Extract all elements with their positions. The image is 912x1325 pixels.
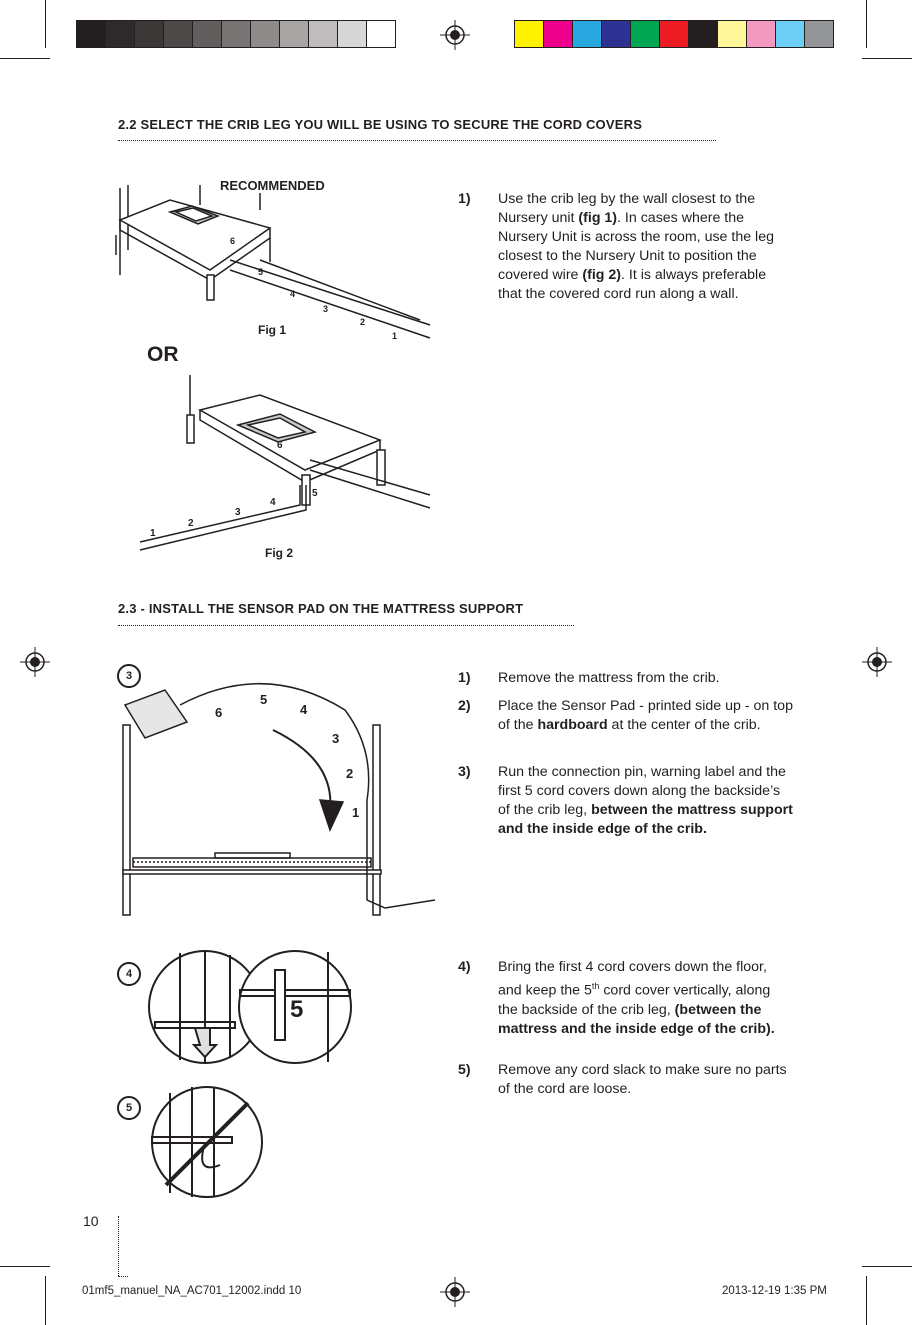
fig-number: 1 — [392, 331, 398, 341]
step-2-3-5 — [458, 1061, 793, 1099]
recommended-label: RECOMMENDED — [220, 178, 325, 193]
fig-number: 2 — [188, 518, 194, 529]
color-swatch — [250, 20, 280, 48]
color-swatch — [221, 20, 251, 48]
fig-number: 5 — [258, 267, 264, 277]
color-swatch — [775, 20, 805, 48]
step-badge-3: 3 — [117, 664, 141, 688]
crop-mark — [862, 1266, 912, 1267]
color-swatch — [76, 20, 106, 48]
section-divider — [118, 140, 716, 141]
step-text: Bring the first 4 cord covers down the floor, and keep the 5th cord cover vertically, along the backside of the crib leg, (between the mattress and the inside edge of the crib). — [498, 959, 775, 1037]
step-2-3-3 — [458, 763, 793, 839]
crib-fig2-illustration — [130, 370, 430, 550]
section-2-2-title: 2.2 SELECT THE CRIB LEG YOU WILL BE USING TO SECURE THE CORD COVERS — [118, 117, 643, 132]
cord-cover-number: 6 — [215, 705, 223, 720]
folio-dotted-line — [118, 1276, 128, 1277]
color-swatch — [105, 20, 135, 48]
fig-number: 1 — [150, 528, 156, 539]
step-text: Place the Sensor Pad - printed side up - on top of the hardboard at the center of the crib. — [498, 698, 793, 733]
color-swatch — [308, 20, 338, 48]
step-number: 1) — [458, 670, 471, 686]
registration-mark-icon — [440, 1277, 470, 1307]
crop-mark — [866, 0, 867, 48]
prohibited-slack-illustration — [150, 1085, 270, 1200]
step-text: Remove any cord slack to make sure no parts of the cord are loose. — [498, 1062, 787, 1097]
crib-cord-routing-illustration — [115, 660, 445, 925]
fig-number: 6 — [230, 236, 236, 246]
color-swatch — [134, 20, 164, 48]
step-number: 3) — [458, 764, 471, 780]
fig-number: 5 — [312, 488, 318, 499]
fig-number: 6 — [277, 440, 283, 451]
registration-mark-icon — [20, 647, 50, 677]
color-swatch — [717, 20, 747, 48]
section-divider — [118, 625, 574, 626]
crop-mark — [45, 0, 46, 48]
color-swatch — [514, 20, 544, 48]
or-separator: OR — [147, 343, 179, 366]
step-badge-5: 5 — [117, 1096, 141, 1120]
fig-number: 4 — [270, 497, 276, 508]
fig-number: 2 — [360, 317, 366, 327]
footer-timestamp: 2013-12-19 1:35 PM — [722, 1285, 827, 1297]
fig2-label: Fig 2 — [265, 546, 294, 560]
footer-filename: 01mf5_manuel_NA_AC701_12002.indd 10 — [82, 1285, 302, 1297]
registration-mark-icon — [440, 20, 470, 50]
registration-mark-icon — [862, 647, 892, 677]
step-2-3-1 — [458, 669, 793, 688]
color-swatch — [659, 20, 689, 48]
step-text: Run the connection pin, warning label and the first 5 cord covers down along the backside’s of the crib leg, between the mattress support and the inside edge of the crib. — [498, 764, 793, 837]
color-swatch — [572, 20, 602, 48]
step-2-3-4 — [458, 958, 793, 1039]
color-swatch — [746, 20, 776, 48]
fig-number: 3 — [323, 304, 329, 314]
fig-number: 4 — [290, 289, 296, 299]
step-badge-4: 4 — [117, 962, 141, 986]
cord-cover-number: 1 — [352, 805, 360, 820]
color-swatch — [688, 20, 718, 48]
color-swatch — [543, 20, 573, 48]
cord-cover-number: 4 — [300, 702, 308, 717]
step-text: Remove the mattress from the crib. — [498, 670, 720, 686]
color-swatch — [601, 20, 631, 48]
step-text: Use the crib leg by the wall closest to the Nursery unit (fig 1). In cases where the Nursery Unit is across the room, use the leg closest to the Nursery Unit to position the covered wire (fig 2). It is always preferable that the covered cord run along a wall. — [498, 191, 774, 302]
crop-mark — [862, 58, 912, 59]
cord-cover-number: 2 — [346, 766, 354, 781]
crop-mark — [866, 1276, 867, 1325]
cord-cover-number: 3 — [332, 731, 340, 746]
folio-dotted-line — [118, 1216, 119, 1276]
cord-cover-five-label: 5 — [290, 996, 304, 1023]
step-2-2-1 — [458, 190, 793, 304]
color-swatch — [279, 20, 309, 48]
color-swatch — [366, 20, 396, 48]
fig-number: 3 — [235, 507, 241, 518]
page-number: 10 — [83, 1213, 99, 1229]
crib-fig1-illustration — [110, 180, 430, 345]
step-number: 5) — [458, 1062, 471, 1078]
step-2-3-2 — [458, 697, 793, 735]
leg-detail-illustration — [150, 950, 350, 1070]
step-number: 2) — [458, 698, 471, 714]
step-number: 4) — [458, 959, 471, 975]
color-swatch — [804, 20, 834, 48]
color-swatch — [192, 20, 222, 48]
color-swatch — [337, 20, 367, 48]
step-number: 1) — [458, 191, 471, 207]
section-2-3-title: 2.3 - INSTALL THE SENSOR PAD ON THE MATTRESS SUPPORT — [118, 601, 524, 616]
fig1-label: Fig 1 — [258, 323, 287, 337]
color-swatch — [163, 20, 193, 48]
color-swatch — [630, 20, 660, 48]
cord-cover-number: 5 — [260, 692, 268, 707]
crop-mark — [0, 1266, 50, 1267]
crop-mark — [45, 1276, 46, 1325]
crop-mark — [0, 58, 50, 59]
